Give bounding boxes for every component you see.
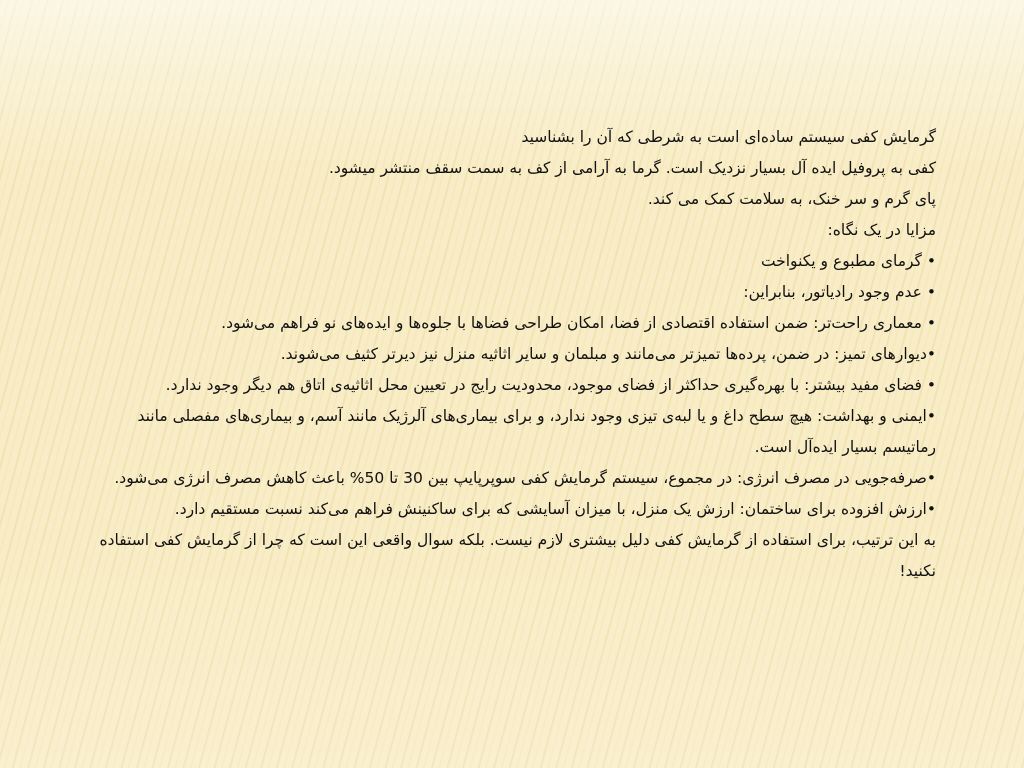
slide-body-text xyxy=(96,122,936,587)
bullet-no-radiator: • عدم وجود رادیاتور، بنابراین: xyxy=(743,283,936,301)
bullet-architecture: • معماری راحت‌تر: ضمن استفاده اقتصادی از فضا، امکان طراحی فضاها با جلوه‌ها و ایده‌های نو فراهم می‌شود. xyxy=(221,314,936,332)
health-line: پای گرم و سر خنک، به سلامت کمک می کند. xyxy=(647,190,936,208)
bullet-added-value: •ارزش افزوده برای ساختمان: ارزش یک منزل، با میزان آسایشی که برای ساکنینش فراهم می‌کند نسبت مستقیم دارد. xyxy=(174,500,936,518)
bullet-safety-hygiene: •ایمنی و بهداشت: هیچ سطح داغ و یا لبه‌ی تیزی وجود ندارد، و برای بیماری‌های آلرژیک مانند آسم، و بیماری‌های مفصلی مانند رماتیسم بسیار ایده‌آل است. xyxy=(137,407,936,456)
intro-line: گرمایش کفی سیستم ساده‌ای است به شرطی که آن را بشناسید xyxy=(521,128,936,146)
bullet-energy-saving: •صرفه‌جویی در مصرف انرژی: در مجموع، سیستم گرمایش کفی سوپرپایپ بین 30 تا 50% باعث کاهش مصرف انرژی می‌شود. xyxy=(114,469,936,487)
conclusion-line: به این ترتیب، برای استفاده از گرمایش کفی دلیل بیشتری لازم نیست. بلکه سوال واقعی این است که چرا از گرمایش کفی استفاده نکنید! xyxy=(99,531,936,580)
bullet-clean-walls: •دیوارهای تمیز: در ضمن، پرده‌ها تمیزتر می‌مانند و مبلمان و سایر اثاثیه منزل نیز دیرتر کثیف می‌شوند. xyxy=(280,345,936,363)
bullet-uniform-heat: • گرمای مطبوع و یکنواخت xyxy=(760,252,936,270)
benefits-heading: مزایا در یک نگاه: xyxy=(827,221,936,239)
bullet-more-space: • فضای مفید بیشتر: با بهره‌گیری حداکثر از فضای موجود، محدودیت رایج در تعیین محل اثاثیه‌ی اتاق هم دیگر وجود ندارد. xyxy=(165,376,936,394)
profile-line: کفی به پروفیل ایده آل بسیار نزدیک است. گرما به آرامی از کف به سمت سقف منتشر میشود. xyxy=(328,159,936,177)
